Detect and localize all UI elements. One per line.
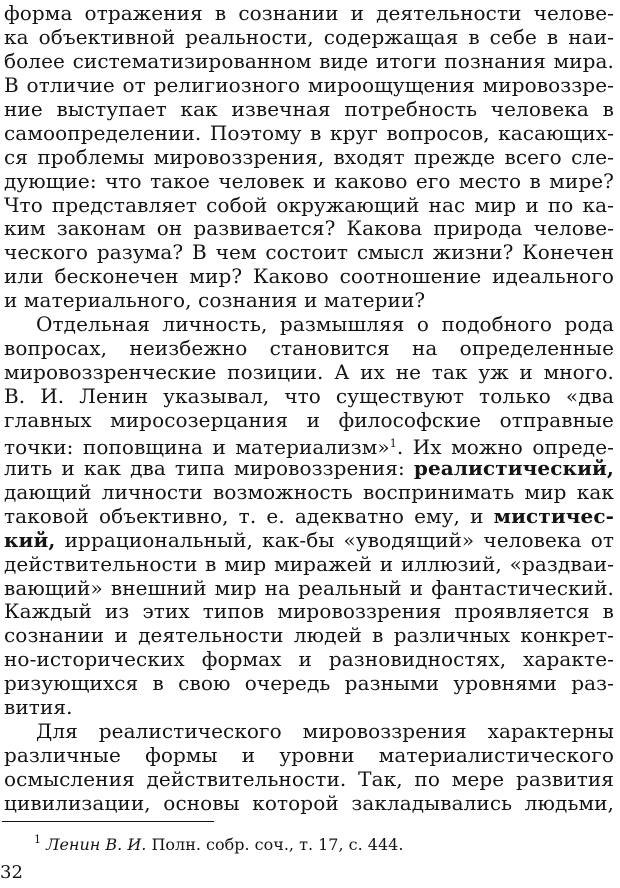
- text-line: мировоззренческие позиции. А их не так уж и много.: [4, 360, 614, 384]
- text-line: В. И. Ленин указывал, что существуют только «два: [4, 384, 614, 408]
- page-number: 32: [0, 862, 23, 883]
- line-text: лить и как два типа мировоззрения:: [4, 456, 414, 480]
- footnote: [34, 829, 403, 856]
- bold-term: кий,: [4, 528, 56, 552]
- text-line: цивилизации, основы которой закладывались людьми,: [4, 791, 614, 815]
- text-line: [4, 431, 614, 457]
- text-line: вития.: [4, 695, 73, 719]
- text-line: более систематизированном виде итоги познания мира.: [4, 49, 614, 73]
- paragraph-start-line: Для реалистического мировоззрения характерны: [36, 719, 614, 743]
- text-line: [4, 527, 614, 553]
- text-line: но-исторических формах и разновидностях, характе-: [4, 647, 614, 671]
- text-line: ризующихся в свою очередь разными уровнями раз-: [4, 671, 614, 695]
- text-line: Что представляет собой окружающий нас мир и по ка-: [4, 193, 614, 217]
- text-line: ка объективной реальности, содержащая в себе в наи-: [4, 25, 614, 49]
- line-text: таковой объективно, т. е. адекватно ему, и: [4, 504, 494, 528]
- text-line: осмысления действительности. Так, по мере развития: [4, 767, 614, 791]
- text-line: ким законам он развивается? Какова природа челове-: [4, 216, 614, 240]
- footnote-text: Полн. собр. соч., т. 17, с. 444.: [146, 835, 404, 854]
- text-line: вопросах, неизбежно становится на определенные: [4, 336, 614, 360]
- text-line: Каждый из этих типов мировоззрения проявляется в: [4, 599, 614, 623]
- book-page: [4, 0, 614, 888]
- bold-term: реалистический,: [413, 456, 614, 480]
- text-line: действительности в мир миражей и иллюзий, «раздваи-: [4, 552, 614, 576]
- footnote-divider: [2, 821, 214, 822]
- text-line: сознании и деятельности людей в различных конкрет-: [4, 623, 614, 647]
- text-line: [4, 455, 614, 481]
- text-line: форма отражения в сознании и деятельности челове-: [4, 1, 614, 25]
- text-line: дающий личности возможность воспринимать мир как: [4, 480, 614, 504]
- footnote-author: Ленин В. И.: [46, 835, 147, 854]
- line-continuation: . Их можно опреде-: [396, 435, 614, 459]
- text-line: или бесконечен мир? Каково соотношение идеального: [4, 264, 614, 288]
- text-line: дующие: что такое человек и каково его место в мире?: [4, 169, 614, 193]
- text-line: ние выступает как извечная потребность человека в: [4, 97, 614, 121]
- text-line: [4, 503, 614, 529]
- bold-term: мистичес-: [493, 504, 614, 528]
- text-line: вающий» внешний мир на реальный и фантастический.: [4, 576, 614, 600]
- footnote-ref-marker: 1: [389, 437, 397, 450]
- footnote-marker: 1: [34, 833, 41, 846]
- text-line: ся проблемы мировоззрения, входят прежде всего сле-: [4, 145, 614, 169]
- text-line: различные формы и уровни материалистического: [4, 743, 614, 767]
- text-line: главных миросозерцания и философские отправные: [4, 408, 614, 432]
- text-line: и материального, сознания и материи?: [4, 288, 426, 312]
- text-line: ческого разума? В чем состоит смысл жизни? Конечен: [4, 240, 614, 264]
- line-text: иррациональный, как-бы «уводящий» человека от: [55, 528, 614, 552]
- text-line: В отличие от религиозного мироощущения мировоззре-: [4, 73, 614, 97]
- quote-text: точки: поповщина и материализм»: [4, 435, 390, 459]
- text-line: самоопределении. Поэтому в круг вопросов, касающих-: [4, 121, 614, 145]
- paragraph-start-line: Отдельная личность, размышляя о подобного рода: [36, 312, 614, 336]
